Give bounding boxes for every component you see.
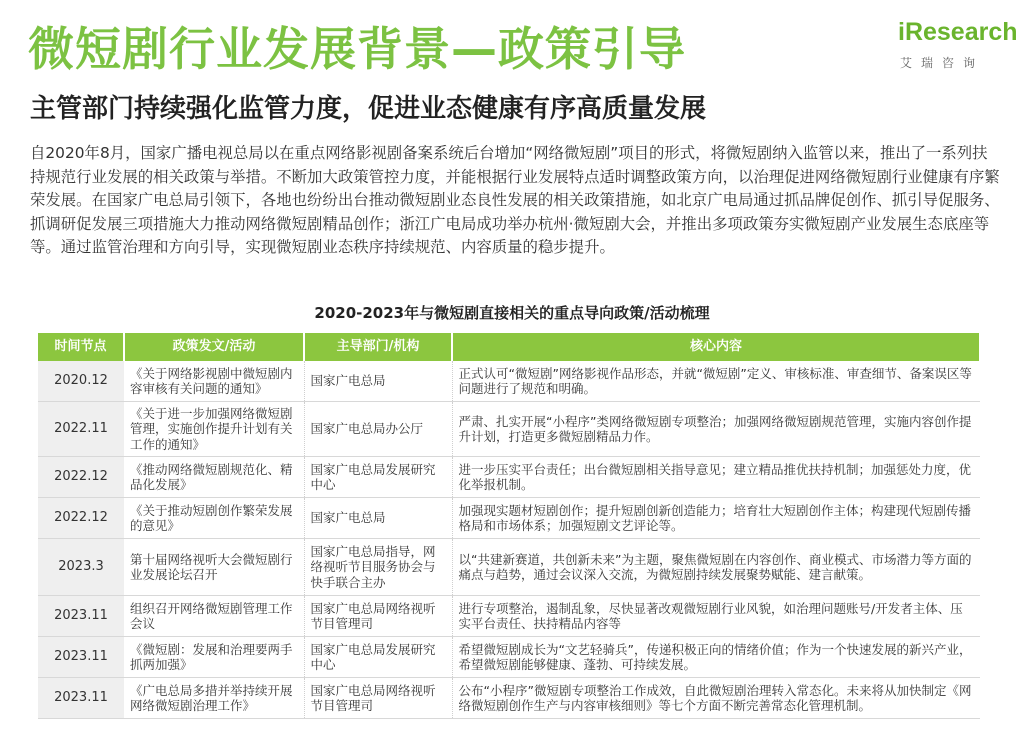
row-content: 加强现实题材短剧创作；提升短剧创新创造能力；培育壮大短剧创作主体；构建现代短剧传播格局和市场体系；加强短剧文艺评论等。: [452, 498, 980, 539]
row-date: 2020.12: [38, 361, 124, 402]
row-policy: 《推动网络微短剧规范化、精品化发展》: [124, 457, 304, 498]
row-dept: 国家广电总局发展研究中心: [304, 457, 452, 498]
row-policy: 《关于进一步加强网络微短剧管理，实施创作提升计划有关工作的通知》: [124, 402, 304, 457]
intro-paragraph: 自2020年8月，国家广播电视总局以在重点网络影视剧备案系统后台增加“网络微短剧”项目的形式，将微短剧纳入监管以来，推出了一系列扶持规范行业发展的相关政策与举措。不断加大政策管控力度，并能根据行业发展特点适时调整政策方向，以治理促进网络微短剧行业健康有序繁荣发展。在国家广电总局引领下，各地也纷纷出台推动微短剧业态良性发展的相关政策措施，如北京广电局通过抓品牌促创作、抓引导促服务、抓调研促发展三项措施大力推动网络微短剧精品创作；浙江广电局成功举办杭州·微短剧大会，并推出多项政策夯实微短剧产业发展生态底座等等。通过监管治理和方向引导，实现微短剧业态秩序持续规范、内容质量的稳步提升。: [30, 144, 1000, 256]
table-row: [38, 678, 980, 719]
table-row: [38, 637, 980, 678]
row-content: 进一步压实平台责任；出台微短剧相关指导意见；建立精品推优扶持机制；加强惩处力度，优化举报机制。: [452, 457, 980, 498]
row-policy: 第十届网络视听大会微短剧行业发展论坛召开: [124, 539, 304, 596]
row-date: 2023.11: [38, 678, 124, 719]
row-date: 2023.11: [38, 637, 124, 678]
row-dept: 国家广电总局: [304, 361, 452, 402]
row-policy: 组织召开网络微短剧管理工作会议: [124, 596, 304, 637]
logo-tagline: 艾瑞咨询: [900, 56, 985, 70]
table-title: 2020-2023年与微短剧直接相关的重点导向政策/活动梳理: [314, 304, 710, 322]
row-date: 2023.11: [38, 596, 124, 637]
logo-brand: iResearch: [898, 18, 1018, 46]
row-content: 严肃、扎实开展“小程序”类网络微短剧专项整治；加强网络微短剧规范管理，实施内容创作提升计划，打造更多微短剧精品力作。: [452, 402, 980, 457]
policy-table: [38, 333, 981, 719]
header-content: 核心内容: [452, 333, 980, 361]
row-dept: 国家广电总局网络视听节目管理司: [304, 678, 452, 719]
row-content: 正式认可“微短剧”网络影视作品形态，并就“微短剧”定义、审核标准、审查细节、备案误区等问题进行了规范和明确。: [452, 361, 980, 402]
row-dept: 国家广电总局指导，网络视听节目服务协会与快手联合主办: [304, 539, 452, 596]
row-policy: 《关于推动短剧创作繁荣发展的意见》: [124, 498, 304, 539]
row-policy: 《关于网络影视剧中微短剧内容审核有关问题的通知》: [124, 361, 304, 402]
table-row: [38, 498, 980, 539]
row-date: 2022.11: [38, 402, 124, 457]
row-content: 进行专项整治，遏制乱象，尽快显著改观微短剧行业风貌，如治理问题账号/开发者主体、压实平台责任、扶持精品内容等: [452, 596, 980, 637]
table-row: [38, 402, 980, 457]
row-policy: 《广电总局多措并举持续开展网络微短剧治理工作》: [124, 678, 304, 719]
row-content: 希望微短剧成长为“文艺轻骑兵”，传递积极正向的情绪价值；作为一个快速发展的新兴产业，希望微短剧能够健康、蓬勃、可持续发展。: [452, 637, 980, 678]
header-dept: 主导部门/机构: [304, 333, 452, 361]
row-date: 2022.12: [38, 498, 124, 539]
row-dept: 国家广电总局网络视听节目管理司: [304, 596, 452, 637]
header-date: 时间节点: [38, 333, 124, 361]
row-dept: 国家广电总局发展研究中心: [304, 637, 452, 678]
row-date: 2023.3: [38, 539, 124, 596]
row-content: 以“共建新赛道，共创新未来”为主题，聚焦微短剧在内容创作、商业模式、市场潜力等方面的痛点与趋势，通过会议深入交流，为微短剧持续发展聚势赋能、建言献策。: [452, 539, 980, 596]
table-header-row: [38, 333, 980, 361]
row-policy: 《微短剧：发展和治理要两手抓两加强》: [124, 637, 304, 678]
table-row: [38, 596, 980, 637]
row-content: 公布“小程序”微短剧专项整治工作成效，自此微短剧治理转入常态化。未来将从加快制定《网络微短剧创作生产与内容审核细则》等七个方面不断完善常态化管理机制。: [452, 678, 980, 719]
table-row: [38, 457, 980, 498]
table-row: [38, 361, 980, 402]
row-date: 2022.12: [38, 457, 124, 498]
page-subtitle: 主管部门持续强化监管力度，促进业态健康有序高质量发展: [30, 94, 707, 124]
row-dept: 国家广电总局: [304, 498, 452, 539]
page-title: 微短剧行业发展背景—政策引导: [28, 22, 686, 76]
table-row: [38, 539, 980, 596]
iresearch-logo: [898, 14, 1016, 74]
header-policy: 政策发文/活动: [124, 333, 304, 361]
row-dept: 国家广电总局办公厅: [304, 402, 452, 457]
